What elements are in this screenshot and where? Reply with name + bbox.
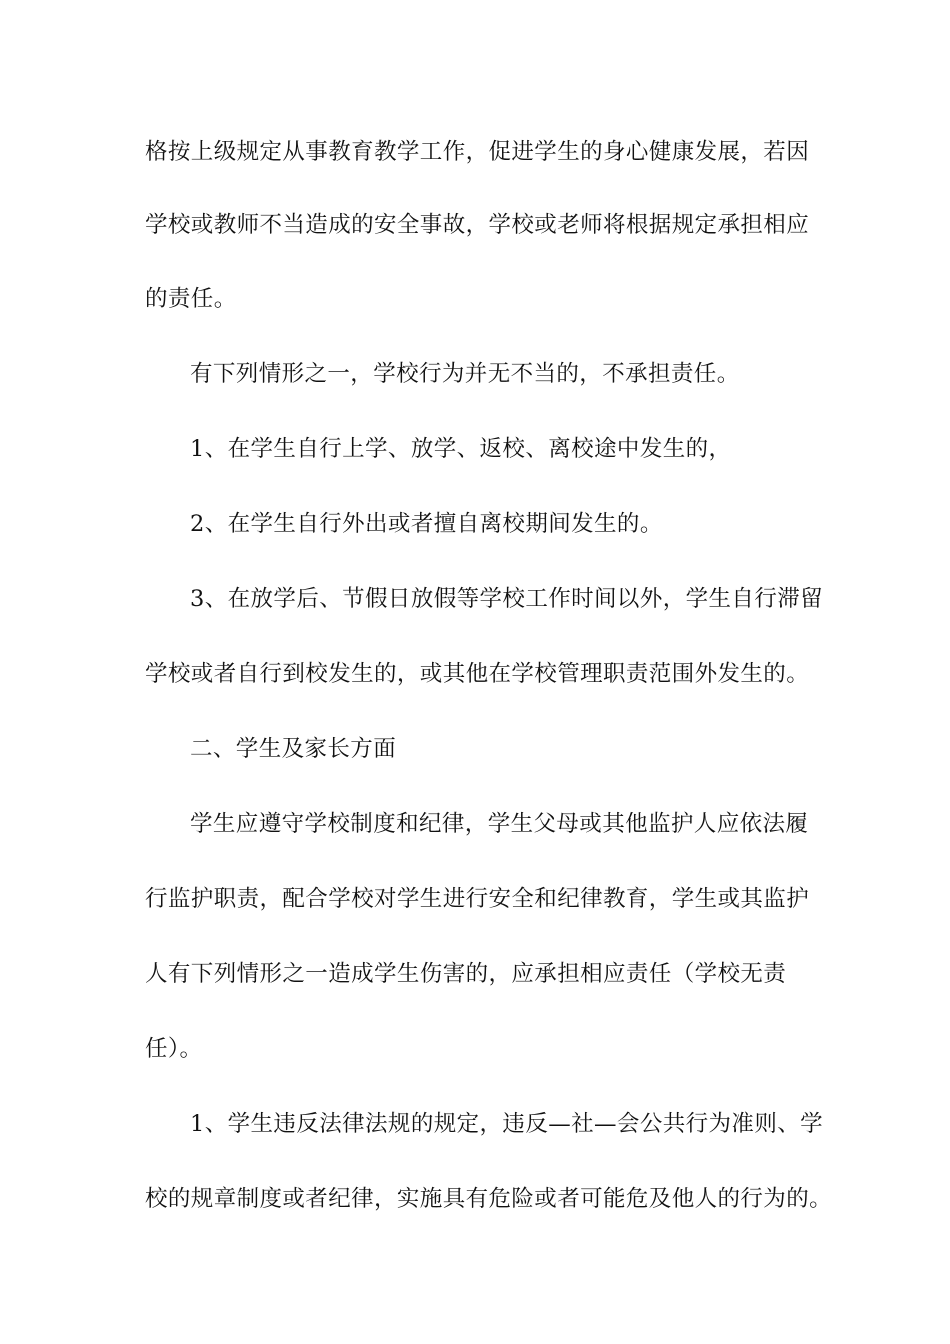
paragraph-line: 学校或教师不当造成的安全事故，学校或老师将根据规定承担相应 — [145, 212, 810, 238]
paragraph-line: 学生应遵守学校制度和纪律，学生父母或其他监护人应依法履 — [190, 811, 809, 837]
list-item: 3、在放学后、节假日放假等学校工作时间以外，学生自行滞留 — [190, 586, 824, 612]
paragraph-line: 格按上级规定从事教育教学工作，促进学生的身心健康发展，若因 — [145, 139, 810, 165]
paragraph-line: 有下列情形之一，学校行为并无不当的，不承担责任。 — [190, 361, 740, 387]
paragraph-line: 行监护职责，配合学校对学生进行安全和纪律教育，学生或其监护 — [145, 886, 810, 912]
paragraph-line: 学校或者自行到校发生的，或其他在学校管理职责范围外发生的。 — [145, 661, 810, 687]
paragraph-line: 的责任。 — [145, 286, 237, 312]
list-item: 1、学生违反法律法规的规定，违反—社—会公共行为准则、学 — [190, 1111, 824, 1137]
section-heading: 二、学生及家长方面 — [190, 736, 397, 762]
paragraph-line: 任）。 — [145, 1036, 203, 1062]
paragraph-line: 校的规章制度或者纪律，实施具有危险或者可能危及他人的行为的。 — [145, 1186, 833, 1212]
paragraph-line: 人有下列情形之一造成学生伤害的，应承担相应责任（学校无责 — [145, 961, 787, 987]
list-item: 2、在学生自行外出或者擅自离校期间发生的。 — [190, 511, 663, 537]
list-item: 1、在学生自行上学、放学、返校、离校途中发生的， — [190, 436, 732, 462]
